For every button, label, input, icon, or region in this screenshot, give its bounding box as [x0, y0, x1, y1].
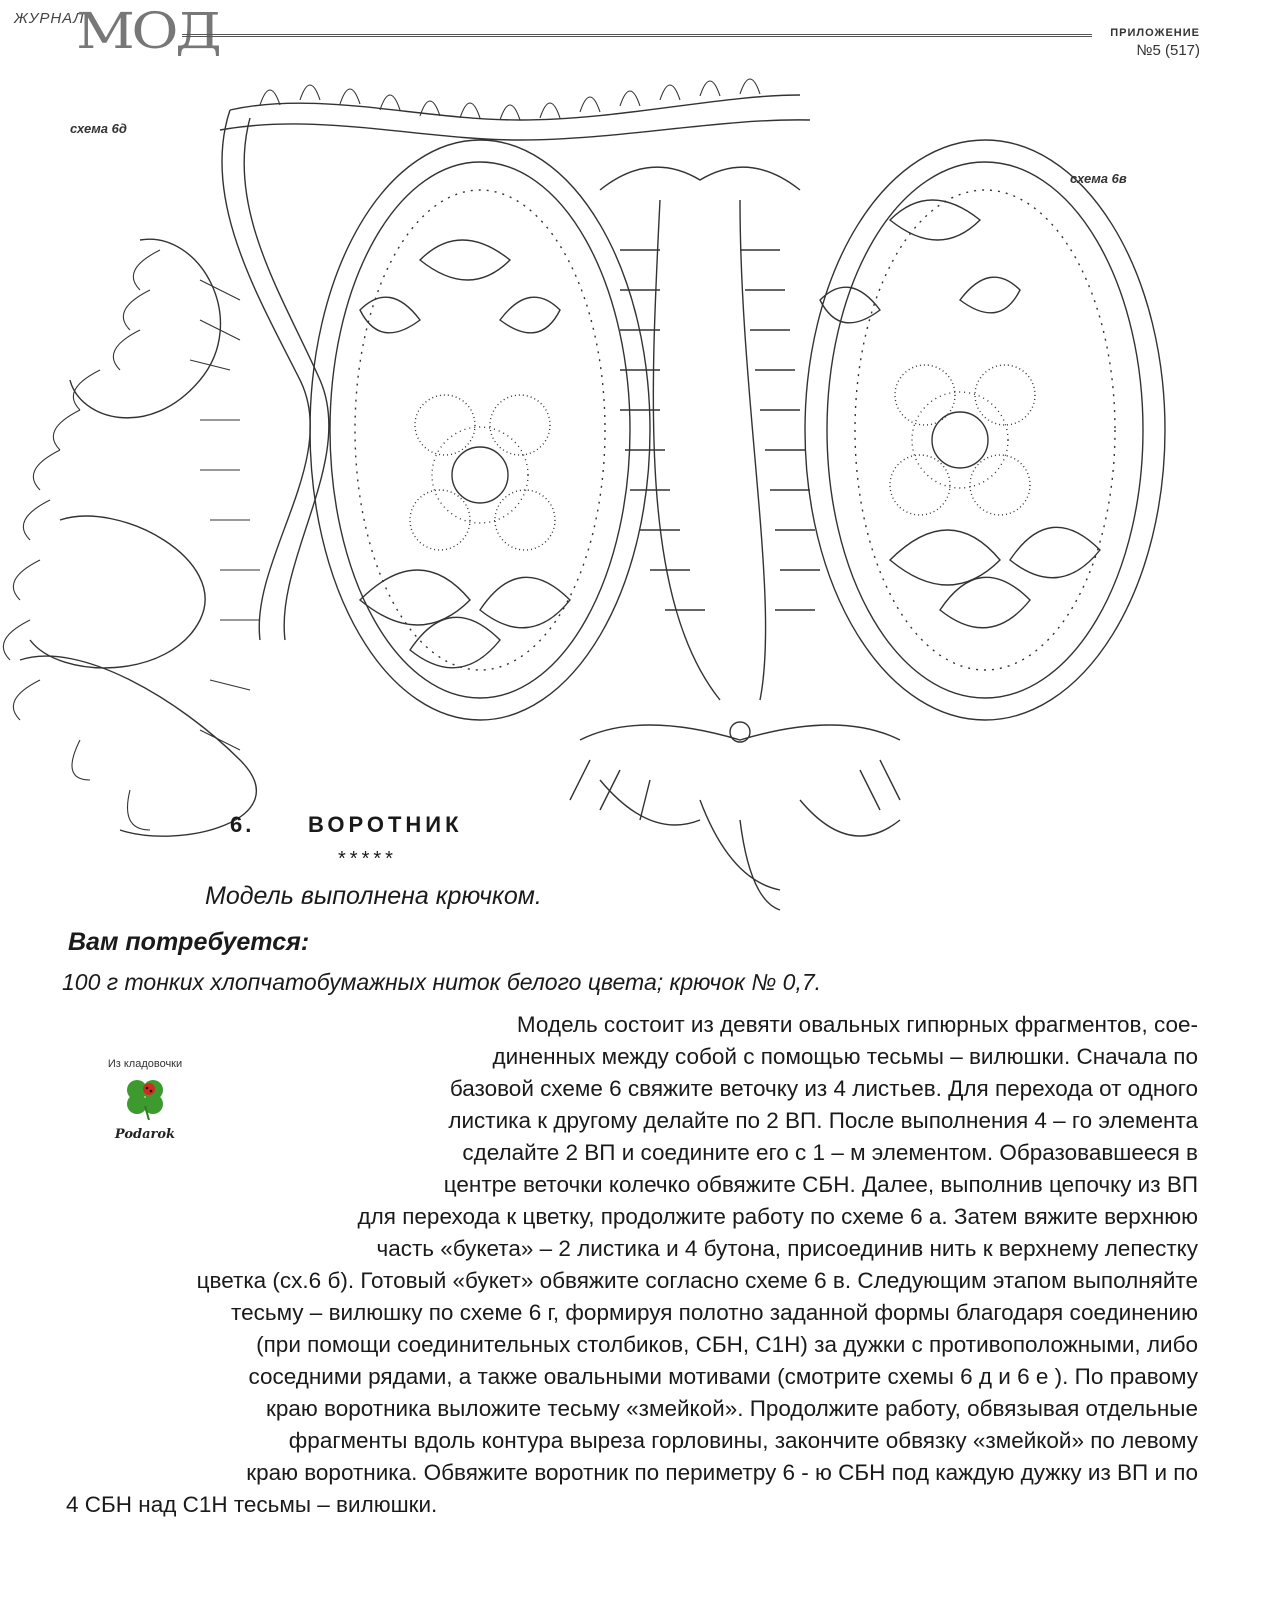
materials-text: 100 г тонких хлопчатобумажных ниток белого цвета; крючок № 0,7. [62, 969, 822, 995]
body-line: Модель состоит из девяти овальных гипюрных фрагментов, сое- [516, 1012, 1198, 1037]
appendix-label: ПРИЛОЖЕНИЕ [1110, 27, 1200, 39]
pattern-number: 6. [230, 812, 255, 837]
pattern-title: ВОРОТНИК [308, 812, 463, 837]
body-line: (при помощи соединительных столбиков, СБН, С1Н) за дужки с противоположными, либо [256, 1332, 1198, 1357]
oval-motif-left [310, 140, 650, 720]
oval-motif-right [805, 140, 1165, 720]
body-line: фрагменты вдоль контура выреза горловины, закончите обвязку «змейкой» по левому [288, 1428, 1198, 1453]
body-line: центре веточки колечко обвяжите СБН. Далее, выполнив цепочку из ВП [443, 1172, 1198, 1197]
body-line: соседними рядами, а также овальными мотивами (смотрите схемы 6 д и 6 е ). По правому [248, 1364, 1198, 1389]
model-note: Модель выполнена крючком. [205, 882, 542, 910]
body-line: для перехода к цветку, продолжите работу по схеме 6 а. Затем вяжите верхнюю [357, 1204, 1198, 1229]
magazine-label: ЖУРНАЛ [14, 10, 85, 27]
source-stamp [95, 1058, 195, 1148]
body-line: сделайте 2 ВП и соедините его с 1 – м элементом. Образовавшееся в [462, 1140, 1198, 1165]
body-line: 4 СБН над С1Н тесьмы – вилюшки. [66, 1492, 438, 1517]
crochet-collar-diagram [0, 70, 1266, 940]
clover-ladybug-icon [115, 1070, 175, 1120]
materials-heading: Вам потребуется: [68, 928, 310, 956]
scheme-label-left: схема 6д [70, 121, 127, 136]
stamp-signature: Podarok [114, 1127, 176, 1142]
magazine-logo: МОД [76, 2, 219, 60]
body-line: базовой схеме 6 свяжите веточку из 4 листьев. Для перехода от одного [449, 1076, 1198, 1101]
body-line: краю воротника. Обвяжите воротник по периметру 6 - ю СБН под каждую дужку из ВП и по [246, 1460, 1198, 1485]
body-line: краю воротника выложите тесьму «змейкой». Продолжите работу, обвязывая отдельные [266, 1396, 1198, 1421]
body-line: часть «букета» – 2 листика и 4 бутона, присоединив нить к верхнему лепестку [376, 1236, 1198, 1261]
body-line: диненных между собой с помощью тесьмы – вилюшки. Сначала по [492, 1044, 1198, 1069]
header-divider [182, 34, 1092, 37]
stamp-caption: Из кладовочки [107, 1058, 183, 1070]
issue-number: №5 (517) [1136, 42, 1200, 59]
body-line: листика к другому делайте по 2 ВП. После выполнения 4 – го элемента [448, 1108, 1198, 1133]
body-line: цветка (сх.6 б). Готовый «букет» обвяжите согласно схеме 6 в. Следующим этапом выполняйте [196, 1268, 1198, 1293]
braid-loops [3, 79, 760, 830]
hairpin-braid-center [570, 167, 900, 910]
body-line: тесьму – вилюшку по схеме 6 г, формируя полотно заданной формы благодаря соединению [231, 1300, 1198, 1325]
scheme-label-right: схема 6в [1070, 171, 1127, 186]
title-ornament: ***** [338, 848, 397, 870]
page-header [0, 0, 1266, 60]
hairpin-braid-left [20, 95, 810, 836]
